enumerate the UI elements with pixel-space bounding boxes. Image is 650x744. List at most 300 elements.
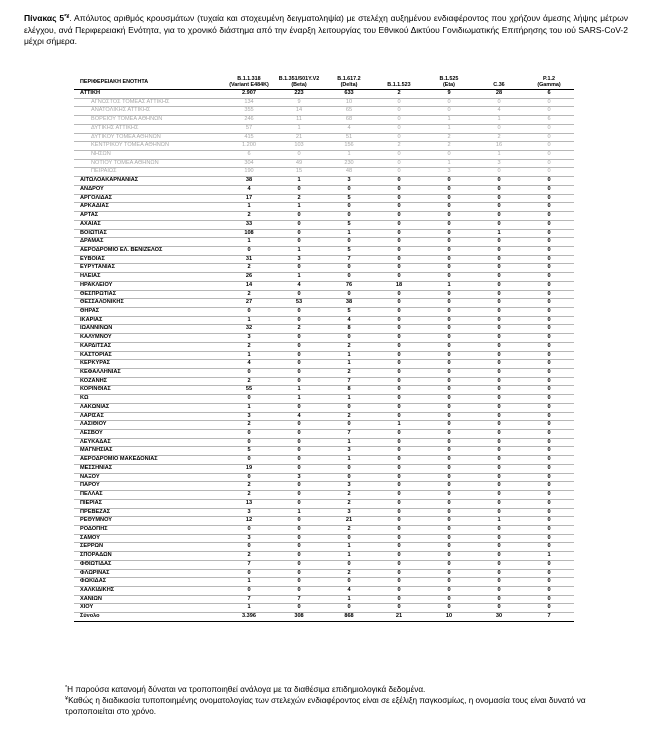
count-cell: 2 <box>224 342 274 351</box>
region-name-cell: ΧΑΝΙΩΝ <box>74 595 224 604</box>
count-cell: 0 <box>474 203 524 212</box>
table-row <box>74 517 574 526</box>
count-cell: 0 <box>474 177 524 186</box>
count-cell: 0 <box>324 290 374 299</box>
count-cell: 0 <box>474 508 524 517</box>
table-subrow <box>74 124 574 133</box>
count-cell: 103 <box>274 142 324 151</box>
count-cell: 0 <box>524 133 574 142</box>
count-cell: 1 <box>324 360 374 369</box>
count-cell: 0 <box>474 473 524 482</box>
count-cell: 0 <box>324 212 374 221</box>
count-cell: 0 <box>474 482 524 491</box>
count-cell: 0 <box>474 264 524 273</box>
count-cell: 0 <box>324 203 374 212</box>
count-cell: 0 <box>274 212 324 221</box>
count-cell: 0 <box>524 456 574 465</box>
count-cell: 0 <box>524 273 574 282</box>
count-cell: 0 <box>474 412 524 421</box>
count-cell: 3 <box>424 168 474 177</box>
count-cell: 0 <box>474 238 524 247</box>
count-cell: 0 <box>224 246 274 255</box>
count-cell: 4 <box>324 124 374 133</box>
count-cell: 5 <box>324 246 374 255</box>
count-cell: 0 <box>524 438 574 447</box>
region-name-cell: ΚΑΡΔΙΤΣΑΣ <box>74 342 224 351</box>
count-cell: 0 <box>524 334 574 343</box>
count-cell: 0 <box>374 525 424 534</box>
count-cell: 0 <box>374 159 424 168</box>
table-row <box>74 560 574 569</box>
table-row <box>74 456 574 465</box>
count-cell: 1 <box>324 151 374 160</box>
region-name-cell: ΧΑΛΚΙΔΙΚΗΣ <box>74 586 224 595</box>
table-row <box>74 360 574 369</box>
count-cell: 14 <box>224 281 274 290</box>
count-cell: 0 <box>274 238 324 247</box>
count-cell: 4 <box>324 586 374 595</box>
count-cell: 2 <box>224 212 274 221</box>
count-cell: 2 <box>324 342 374 351</box>
count-cell: 0 <box>424 238 474 247</box>
count-cell: 1 <box>224 604 274 613</box>
count-cell: 12 <box>224 517 274 526</box>
table-row <box>74 534 574 543</box>
count-cell: 0 <box>424 482 474 491</box>
count-cell: 3 <box>324 177 374 186</box>
count-cell: 0 <box>374 552 424 561</box>
count-cell: 2 <box>224 264 274 273</box>
region-name-cell: ΑΡΤΑΣ <box>74 212 224 221</box>
count-cell: 0 <box>474 499 524 508</box>
count-cell: 0 <box>474 604 524 613</box>
count-cell: 11 <box>274 116 324 125</box>
count-cell: 0 <box>524 246 574 255</box>
header-c36: C.36 <box>474 75 524 90</box>
count-cell: 0 <box>424 491 474 500</box>
count-cell: 0 <box>224 369 274 378</box>
count-cell: 1 <box>474 116 524 125</box>
region-name-cell: ΠΑΡΟΥ <box>74 482 224 491</box>
count-cell: 33 <box>224 220 274 229</box>
count-cell: 1 <box>324 543 374 552</box>
total-cell: 21 <box>374 613 424 622</box>
table-row <box>74 482 574 491</box>
count-cell: 0 <box>324 473 374 482</box>
count-cell: 0 <box>524 421 574 430</box>
count-cell: 0 <box>424 351 474 360</box>
count-cell: 5 <box>324 220 374 229</box>
count-cell: 3 <box>224 508 274 517</box>
count-cell: 1 <box>524 552 574 561</box>
region-name-cell: ΣΑΜΟΥ <box>74 534 224 543</box>
count-cell: 0 <box>374 168 424 177</box>
caption-label: Πίνακας 5*¥ <box>24 13 70 23</box>
count-cell: 1 <box>274 246 324 255</box>
count-cell: 0 <box>524 499 574 508</box>
count-cell: 0 <box>374 307 424 316</box>
count-cell: 0 <box>424 517 474 526</box>
region-name-cell: ΠΡΕΒΕΖΑΣ <box>74 508 224 517</box>
count-cell: 4 <box>274 412 324 421</box>
count-cell: 2 <box>224 491 274 500</box>
count-cell: 2 <box>224 552 274 561</box>
count-cell: 0 <box>524 177 574 186</box>
table-row <box>74 369 574 378</box>
count-cell: 0 <box>424 578 474 587</box>
count-cell: 0 <box>524 377 574 386</box>
count-cell: 3 <box>224 534 274 543</box>
table-subrow <box>74 168 574 177</box>
table-row <box>74 421 574 430</box>
count-cell: 0 <box>474 377 524 386</box>
count-cell: 0 <box>474 395 524 404</box>
count-cell: 0 <box>374 334 424 343</box>
count-cell: 0 <box>474 255 524 264</box>
region-name-cell: ΛΕΥΚΑΔΑΣ <box>74 438 224 447</box>
table-row <box>74 508 574 517</box>
count-cell: 1 <box>274 395 324 404</box>
region-name-cell: ΑΝΑΤΟΛΙΚΗΣ ΑΤΤΙΚΗΣ <box>74 107 224 116</box>
region-name-cell: ΑΡΓΟΛΙΔΑΣ <box>74 194 224 203</box>
table-total-row <box>74 613 574 622</box>
count-cell: 0 <box>224 456 274 465</box>
count-cell: 0 <box>524 124 574 133</box>
count-cell: 0 <box>374 499 424 508</box>
count-cell: 0 <box>424 586 474 595</box>
footnotes <box>65 684 595 718</box>
header-region: ΠΕΡΙΦΕΡΕΙΑΚΗ ΕΝΟΤΗΤΑ <box>74 75 224 90</box>
region-name-cell: ΚΕΝΤΡΙΚΟΥ ΤΟΜΕΑ ΑΘΗΝΩΝ <box>74 142 224 151</box>
table-row <box>74 412 574 421</box>
count-cell: 0 <box>474 281 524 290</box>
count-cell: 2 <box>324 491 374 500</box>
count-cell: 0 <box>274 229 324 238</box>
count-cell: 2.907 <box>224 90 274 99</box>
count-cell: 0 <box>424 464 474 473</box>
count-cell: 6 <box>524 90 574 99</box>
count-cell: 0 <box>524 220 574 229</box>
count-cell: 0 <box>524 281 574 290</box>
count-cell: 304 <box>224 159 274 168</box>
count-cell: 0 <box>424 499 474 508</box>
count-cell: 0 <box>524 151 574 160</box>
count-cell: 65 <box>324 107 374 116</box>
table-row <box>74 377 574 386</box>
count-cell: 1 <box>274 177 324 186</box>
count-cell: 0 <box>474 525 524 534</box>
count-cell: 0 <box>474 316 524 325</box>
count-cell: 0 <box>224 430 274 439</box>
count-cell: 0 <box>474 273 524 282</box>
count-cell: 19 <box>224 464 274 473</box>
count-cell: 0 <box>274 482 324 491</box>
count-cell: 0 <box>374 473 424 482</box>
count-cell: 0 <box>374 447 424 456</box>
count-cell: 0 <box>374 203 424 212</box>
count-cell: 0 <box>274 290 324 299</box>
region-name-cell: ΑΡΚΑΔΙΑΣ <box>74 203 224 212</box>
table-row <box>74 595 574 604</box>
count-cell: 0 <box>274 586 324 595</box>
count-cell: 32 <box>224 325 274 334</box>
table-subrow <box>74 116 574 125</box>
count-cell: 38 <box>224 177 274 186</box>
count-cell: 0 <box>374 403 424 412</box>
count-cell: 1 <box>424 124 474 133</box>
table-header-row <box>74 75 574 90</box>
count-cell: 0 <box>524 586 574 595</box>
count-cell: 5 <box>324 194 374 203</box>
region-name-cell: ΑΤΤΙΚΗ <box>74 90 224 99</box>
table-row <box>74 255 574 264</box>
count-cell: 0 <box>474 586 524 595</box>
table-row <box>74 177 574 186</box>
count-cell: 0 <box>474 456 524 465</box>
count-cell: 3 <box>324 508 374 517</box>
count-cell: 0 <box>274 543 324 552</box>
region-name-cell: ΑΓΝΩΣΤΟΣ ΤΟΜΕΑΣ ΑΤΤΙΚΗΣ <box>74 98 224 107</box>
count-cell: 0 <box>424 360 474 369</box>
count-cell: 0 <box>524 255 574 264</box>
count-cell: 26 <box>224 273 274 282</box>
region-name-cell: ΙΩΑΝΝΙΝΩΝ <box>74 325 224 334</box>
count-cell: 0 <box>374 351 424 360</box>
region-name-cell: ΘΕΣΠΡΩΤΙΑΣ <box>74 290 224 299</box>
table-row <box>74 246 574 255</box>
count-cell: 6 <box>524 116 574 125</box>
count-cell: 0 <box>324 534 374 543</box>
count-cell: 0 <box>374 369 424 378</box>
count-cell: 0 <box>524 185 574 194</box>
count-cell: 0 <box>274 316 324 325</box>
count-cell: 5 <box>224 447 274 456</box>
table-row <box>74 273 574 282</box>
count-cell: 0 <box>274 464 324 473</box>
count-cell: 13 <box>224 499 274 508</box>
count-cell: 0 <box>474 386 524 395</box>
count-cell: 0 <box>374 299 424 308</box>
count-cell: 0 <box>374 491 424 500</box>
count-cell: 0 <box>524 360 574 369</box>
count-cell: 0 <box>224 525 274 534</box>
count-cell: 0 <box>474 351 524 360</box>
count-cell: 0 <box>274 342 324 351</box>
count-cell: 0 <box>374 517 424 526</box>
count-cell: 2 <box>324 569 374 578</box>
count-cell: 0 <box>424 185 474 194</box>
total-cell: 3.396 <box>224 613 274 622</box>
table-row <box>74 299 574 308</box>
region-name-cell: ΦΘΙΩΤΙΔΑΣ <box>74 560 224 569</box>
count-cell: 0 <box>274 151 324 160</box>
count-cell: 0 <box>474 534 524 543</box>
count-cell: 2 <box>424 133 474 142</box>
count-cell: 0 <box>524 578 574 587</box>
count-cell: 0 <box>424 560 474 569</box>
table-row <box>74 586 574 595</box>
table-row <box>74 281 574 290</box>
count-cell: 0 <box>374 578 424 587</box>
header-b11523: B.1.1.523 <box>374 75 424 90</box>
count-cell: 0 <box>474 403 524 412</box>
count-cell: 4 <box>274 281 324 290</box>
table-body <box>74 90 574 613</box>
count-cell: 246 <box>224 116 274 125</box>
count-cell: 0 <box>224 543 274 552</box>
count-cell: 0 <box>474 220 524 229</box>
count-cell: 2 <box>424 142 474 151</box>
caption-text: . Απόλυτος αριθμός κρουσμάτων (τυχαία και στοχευμένη δειγματοληψία) με στελέχη αυξημένου ενδιαφέροντος που χρήζουν άμεσης λήψης μέτρων ελέγχου, ανά Περιφερειακή Ενότητα, για το χρονικό διάστημα από την έναρξη λειτουργίας του Εθνικού Δικτύου Γονιδιωματικής Επιτήρησης του ιού SARS-CoV-2 μέχρι σήμερα. <box>24 13 628 47</box>
region-name-cell: ΑΧΑΪΑΣ <box>74 220 224 229</box>
count-cell: 5 <box>324 307 374 316</box>
count-cell: 68 <box>324 116 374 125</box>
count-cell: 0 <box>374 124 424 133</box>
region-name-cell: ΒΟΡΕΙΟΥ ΤΟΜΕΑ ΑΘΗΝΩΝ <box>74 116 224 125</box>
count-cell: 0 <box>474 595 524 604</box>
count-cell: 0 <box>424 220 474 229</box>
table-row <box>74 438 574 447</box>
count-cell: 0 <box>374 107 424 116</box>
count-cell: 0 <box>424 212 474 221</box>
count-cell: 0 <box>374 464 424 473</box>
region-name-cell: ΛΑΚΩΝΙΑΣ <box>74 403 224 412</box>
count-cell: 0 <box>274 491 324 500</box>
count-cell: 1 <box>274 386 324 395</box>
region-name-cell: ΠΙΕΡΙΑΣ <box>74 499 224 508</box>
count-cell: 31 <box>224 255 274 264</box>
count-cell: 1 <box>224 403 274 412</box>
count-cell: 1 <box>324 456 374 465</box>
table-row <box>74 212 574 221</box>
count-cell: 0 <box>474 334 524 343</box>
count-cell: 2 <box>224 421 274 430</box>
count-cell: 0 <box>424 438 474 447</box>
table-subrow <box>74 142 574 151</box>
count-cell: 0 <box>524 403 574 412</box>
count-cell: 0 <box>524 212 574 221</box>
count-cell: 0 <box>424 107 474 116</box>
count-cell: 0 <box>274 438 324 447</box>
count-cell: 0 <box>474 421 524 430</box>
total-cell: 10 <box>424 613 474 622</box>
count-cell: 0 <box>324 334 374 343</box>
table-row <box>74 316 574 325</box>
count-cell: 0 <box>474 569 524 578</box>
count-cell: 7 <box>324 377 374 386</box>
count-cell: 0 <box>524 534 574 543</box>
count-cell: 0 <box>324 560 374 569</box>
count-cell: 0 <box>474 246 524 255</box>
count-cell: 0 <box>524 395 574 404</box>
table-row <box>74 264 574 273</box>
count-cell: 0 <box>324 604 374 613</box>
count-cell: 2 <box>324 525 374 534</box>
table-row <box>74 430 574 439</box>
table-row <box>74 238 574 247</box>
count-cell: 0 <box>374 412 424 421</box>
region-name-cell: ΔΥΤΙΚΟΥ ΤΟΜΕΑ ΑΘΗΝΩΝ <box>74 133 224 142</box>
count-cell: 0 <box>274 517 324 526</box>
count-cell: 2 <box>374 90 424 99</box>
count-cell: 21 <box>274 133 324 142</box>
region-name-cell: ΡΕΘΥΜΝΟΥ <box>74 517 224 526</box>
count-cell: 0 <box>374 273 424 282</box>
count-cell: 1 <box>474 151 524 160</box>
count-cell: 0 <box>524 560 574 569</box>
count-cell: 134 <box>224 98 274 107</box>
count-cell: 0 <box>474 185 524 194</box>
region-name-cell: ΛΑΣΙΘΙΟΥ <box>74 421 224 430</box>
total-cell: 868 <box>324 613 374 622</box>
table-subrow <box>74 98 574 107</box>
region-name-cell: ΘΗΡΑΣ <box>74 307 224 316</box>
count-cell: 0 <box>524 264 574 273</box>
count-cell: 0 <box>524 482 574 491</box>
count-cell: 6 <box>224 151 274 160</box>
count-cell: 0 <box>424 334 474 343</box>
count-cell: 190 <box>224 168 274 177</box>
count-cell: 0 <box>374 482 424 491</box>
count-cell: 0 <box>274 334 324 343</box>
count-cell: 9 <box>424 90 474 99</box>
count-cell: 3 <box>224 334 274 343</box>
count-cell: 2 <box>324 369 374 378</box>
count-cell: 0 <box>524 543 574 552</box>
count-cell: 49 <box>274 159 324 168</box>
count-cell: 0 <box>274 552 324 561</box>
region-name-cell: ΕΥΡΥΤΑΝΙΑΣ <box>74 264 224 273</box>
region-name-cell: ΗΡΑΚΛΕΙΟΥ <box>74 281 224 290</box>
count-cell: 0 <box>374 560 424 569</box>
count-cell: 0 <box>524 447 574 456</box>
total-cell: 308 <box>274 613 324 622</box>
count-cell: 0 <box>324 403 374 412</box>
count-cell: 16 <box>474 142 524 151</box>
count-cell: 0 <box>374 377 424 386</box>
count-cell: 0 <box>374 586 424 595</box>
count-cell: 0 <box>424 421 474 430</box>
count-cell: 1 <box>424 159 474 168</box>
count-cell: 0 <box>424 194 474 203</box>
count-cell: 0 <box>374 543 424 552</box>
count-cell: 0 <box>474 212 524 221</box>
count-cell: 0 <box>424 456 474 465</box>
count-cell: 0 <box>374 534 424 543</box>
table-row <box>74 203 574 212</box>
count-cell: 0 <box>374 456 424 465</box>
table-row <box>74 307 574 316</box>
table-row <box>74 351 574 360</box>
footnote-1: *Η παρούσα κατανομή δύναται να τροποποιηθεί ανάλογα με τα διαθέσιμα επιδημιολογικά δεδομένα. <box>65 685 426 694</box>
count-cell: 27 <box>224 299 274 308</box>
count-cell: 3 <box>274 255 324 264</box>
header-delta: B.1.617.2 (Delta) <box>324 75 374 90</box>
count-cell: 156 <box>324 142 374 151</box>
region-name-cell: ΡΟΔΟΠΗΣ <box>74 525 224 534</box>
count-cell: 3 <box>324 447 374 456</box>
count-cell: 0 <box>524 299 574 308</box>
count-cell: 0 <box>474 578 524 587</box>
table-row <box>74 552 574 561</box>
region-name-cell: ΑΝΔΡΟΥ <box>74 185 224 194</box>
count-cell: 0 <box>274 185 324 194</box>
table-row <box>74 334 574 343</box>
count-cell: 8 <box>324 325 374 334</box>
count-cell: 3 <box>324 482 374 491</box>
count-cell: 0 <box>424 177 474 186</box>
count-cell: 28 <box>474 90 524 99</box>
